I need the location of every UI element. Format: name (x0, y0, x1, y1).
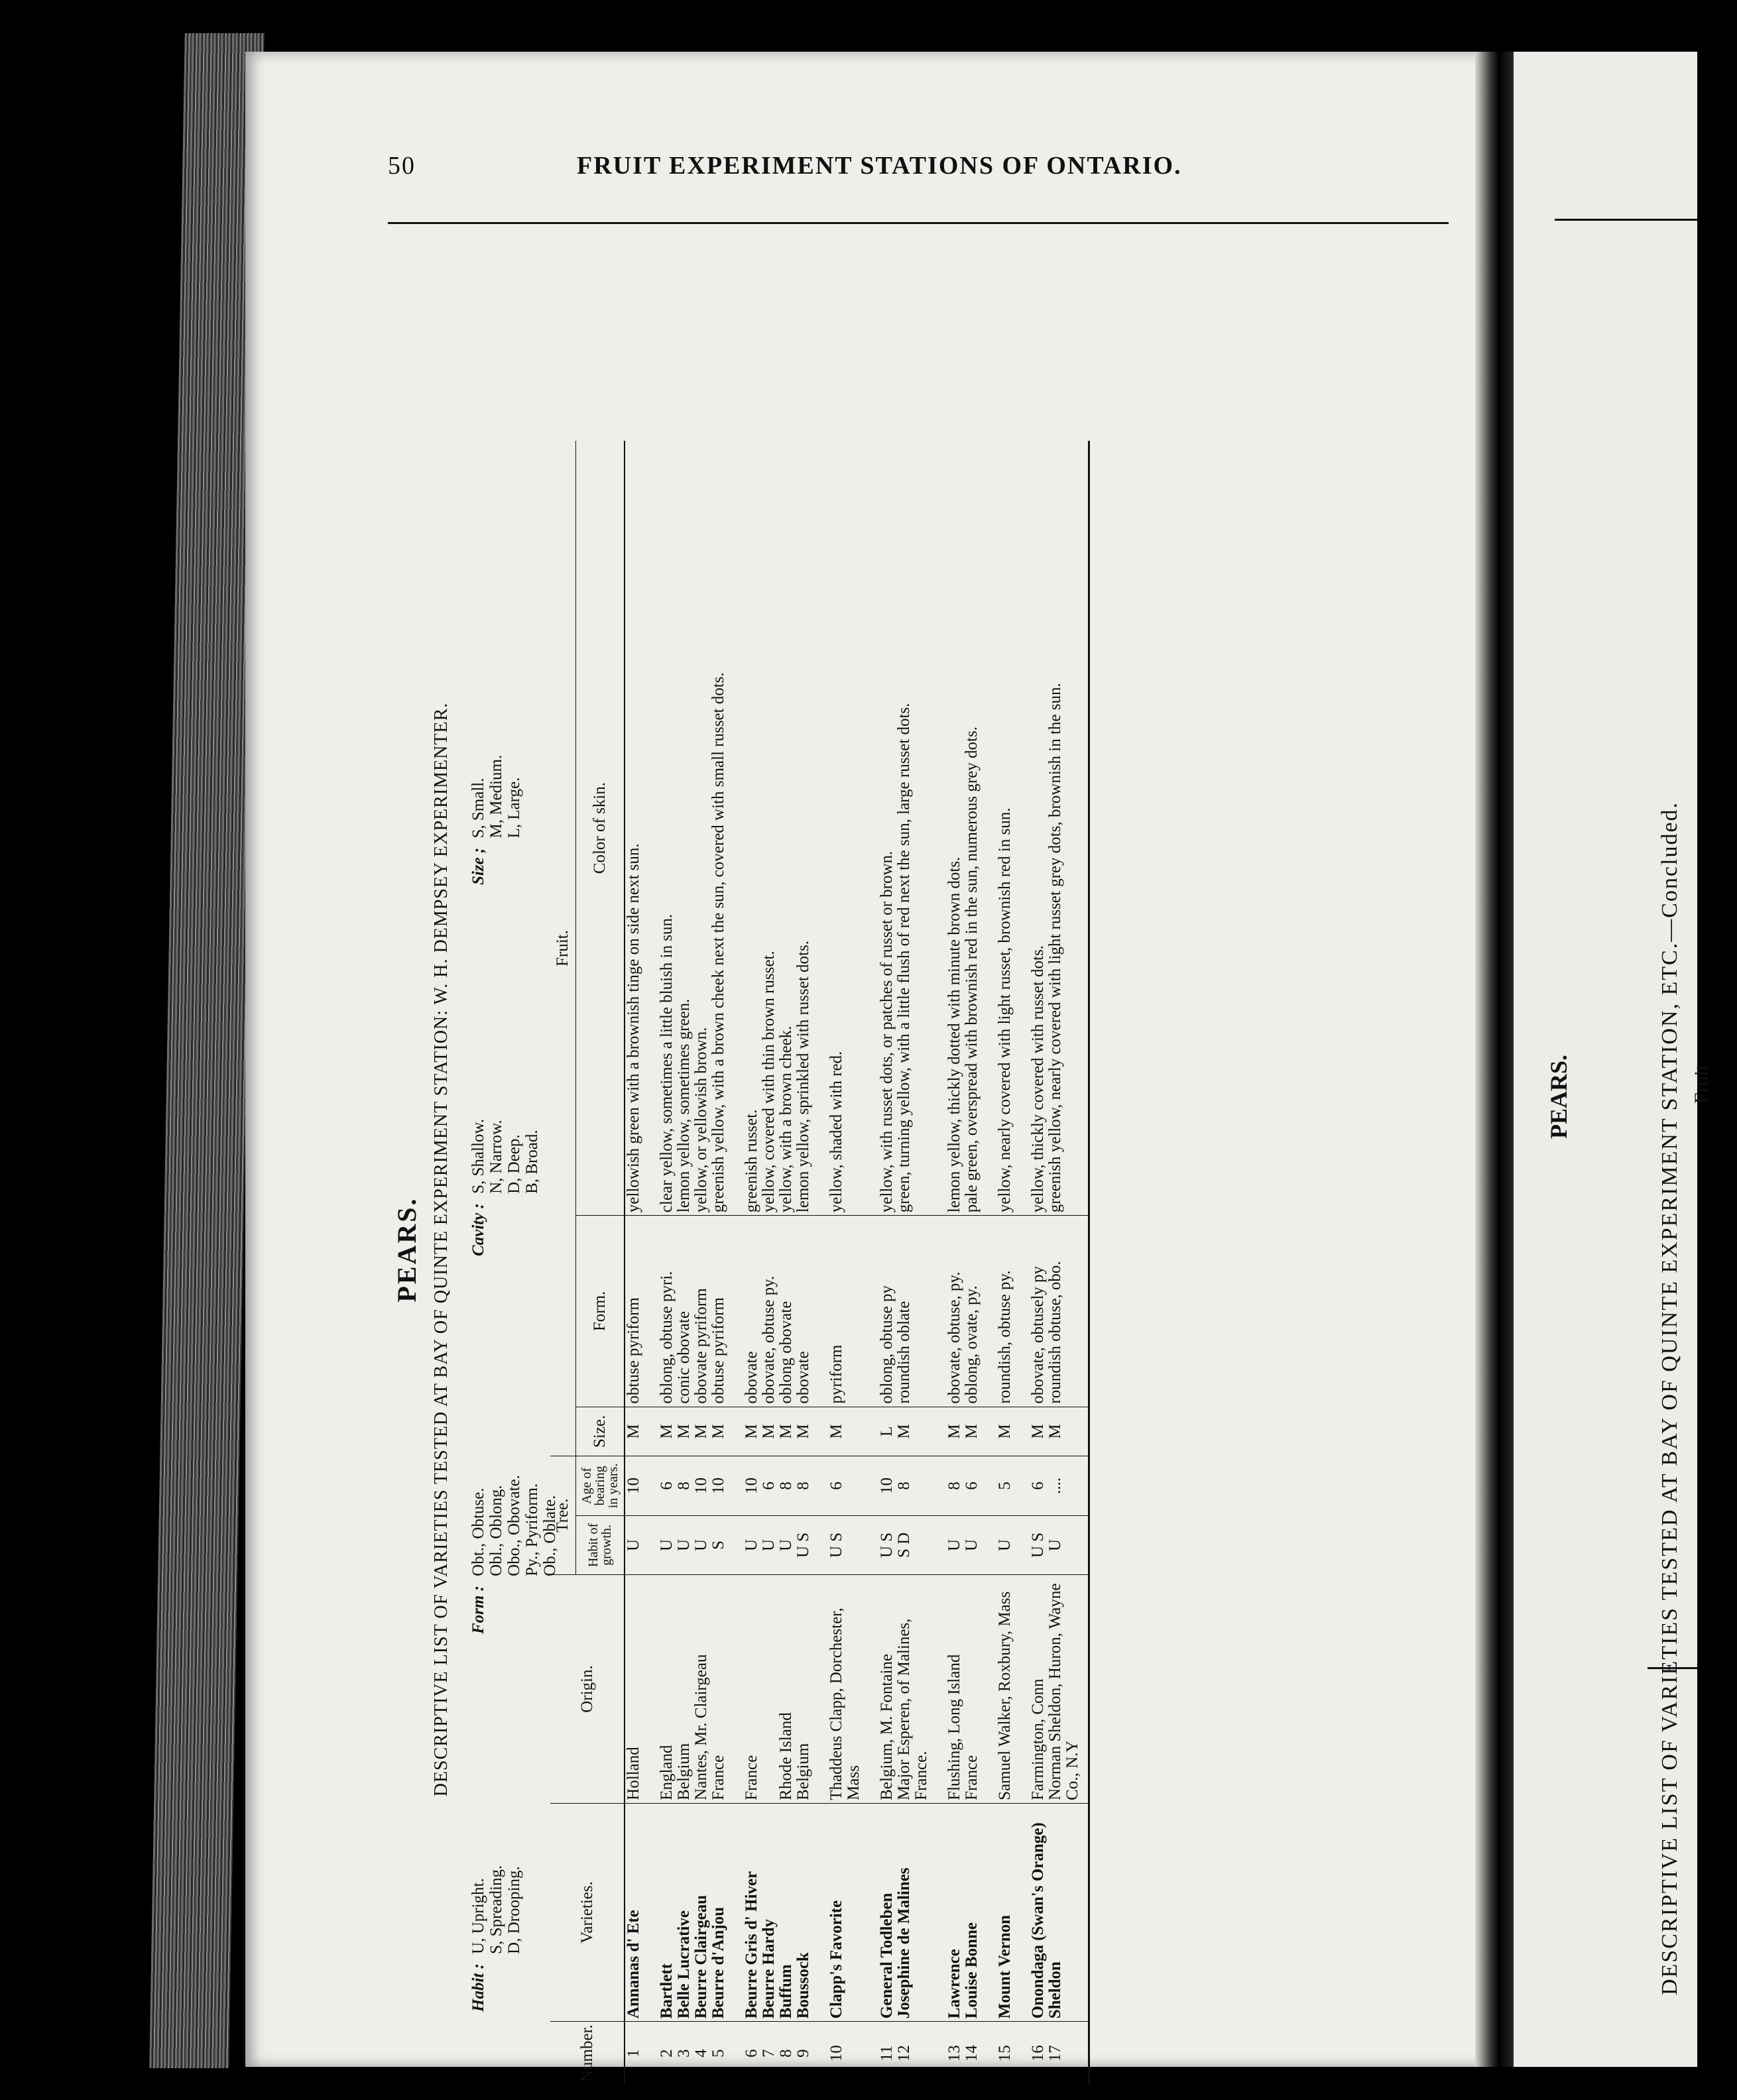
row-origin: Thaddeus Clapp, Dorchester, Mass (812, 1575, 863, 1804)
legend-form-line: Obo., Obovate. (505, 1475, 523, 1576)
row-color: yellow, covered with thin brown russet. (760, 951, 778, 1213)
row-color: greenish yellow, with a brown cheek next the sun, covered with small russet dots. (709, 672, 727, 1213)
row-size: M (710, 1407, 727, 1456)
row-color: yellow, with russet dots, or patches of russet or brown. (878, 850, 896, 1213)
legend-cavity-line: N, Narrow. (487, 1120, 505, 1194)
row-age: 6 (963, 1456, 981, 1515)
next-page-section-title: PEARS. (1545, 1054, 1572, 1139)
col-age: Age of bearing in years. (576, 1456, 625, 1515)
row-size: M (896, 1407, 930, 1456)
table-row (693, 441, 710, 2085)
row-color: yellowish green with a brownish tinge on side next sun. (625, 843, 642, 1213)
row-number: 17 (1047, 2022, 1089, 2085)
legend-size-line: S, Small. (469, 778, 487, 839)
table-row (930, 441, 963, 2085)
row-age: 6 (1014, 1456, 1047, 1515)
row-color: yellow, or yellowish brown. (692, 1027, 710, 1213)
col-fruit: Fruit. (550, 441, 576, 1456)
row-form: pyriform (812, 1216, 863, 1407)
row-number: 2 (642, 2022, 676, 2085)
col-number: Number. (550, 2022, 625, 2085)
varieties-table (550, 441, 1090, 2085)
row-size: M (625, 1407, 642, 1456)
table-row (760, 441, 778, 2085)
rotated-table-block (391, 414, 1445, 2085)
row-habit: S (710, 1515, 727, 1575)
row-form: oblong, obtuse py (863, 1216, 896, 1407)
row-size: M (795, 1407, 812, 1456)
row-age: 6 (642, 1456, 676, 1515)
col-varieties: Varieties. (550, 1803, 625, 2021)
row-habit: U (1047, 1515, 1089, 1575)
legend-habit-line: S, Spreading. (487, 1865, 505, 1954)
row-color: yellow, with a brown cheek. (777, 1025, 795, 1213)
row-color: clear yellow, sometimes a little bluish in sun. (658, 913, 676, 1213)
row-variety: Beurre Clairgeau (693, 1803, 710, 2021)
page-number: 50 (388, 152, 416, 180)
row-form: obovate, obtusely py (1014, 1216, 1047, 1407)
next-page-bottom-rule (1647, 1667, 1697, 1669)
row-origin: England (642, 1575, 676, 1804)
row-variety: Mount Vernon (981, 1803, 1014, 2021)
row-age: 6 (812, 1456, 863, 1515)
row-origin: Major Esperen, of Malines, France. (896, 1575, 930, 1804)
row-form: oblong obovate (778, 1216, 795, 1407)
col-habit: Habit of growth. (576, 1515, 625, 1575)
row-habit: U (760, 1515, 778, 1575)
row-number: 16 (1014, 2022, 1047, 2085)
row-form: conic obovate (676, 1216, 693, 1407)
legend-cavity-line: D, Deep. (505, 1134, 523, 1194)
row-size: M (778, 1407, 795, 1456)
row-form: obovate, obtuse, py. (930, 1216, 963, 1407)
row-number: 1 (625, 2022, 642, 2085)
row-age: 8 (930, 1456, 963, 1515)
row-form: roundish oblate (896, 1216, 930, 1407)
row-origin: Belgium, M. Fontaine (863, 1575, 896, 1804)
row-age: 8 (676, 1456, 693, 1515)
table-row (1047, 441, 1089, 2085)
row-color: greenish yellow, nearly covered with light russet grey dots, brownish in the sun. (1047, 441, 1089, 1216)
row-age: 10 (863, 1456, 896, 1515)
legend-habit: Habit : U, Upright. S, Spreading. D, Drooping. (469, 1865, 523, 2012)
table-row (795, 441, 812, 2085)
row-size: M (642, 1407, 676, 1456)
row-age: 10 (727, 1456, 760, 1515)
row-age: .... (1047, 1456, 1089, 1515)
legend-size-line: M, Medium. (487, 754, 505, 839)
row-age: 10 (625, 1456, 642, 1515)
row-age: 8 (896, 1456, 930, 1515)
row-size: M (981, 1407, 1014, 1456)
row-variety: Onondaga (Swan's Orange) (1014, 1803, 1047, 2021)
running-title: FRUIT EXPERIMENT STATIONS OF ONTARIO. (577, 152, 1182, 180)
legend-form-line: Obl., Oblong. (487, 1485, 505, 1576)
row-variety: General Todleben (863, 1803, 896, 2021)
row-variety: Belle Lucrative (676, 1803, 693, 2021)
row-form: obtuse pyriform (710, 1216, 727, 1407)
row-habit: U S (812, 1515, 863, 1575)
row-size: M (963, 1407, 981, 1456)
legend-habit-line: U, Upright. (469, 1878, 487, 1954)
legend-cavity-line: B, Broad. (523, 1130, 541, 1194)
table-row (963, 441, 981, 2085)
row-size: M (1047, 1407, 1089, 1456)
row-size: L (863, 1407, 896, 1456)
row-variety: Sheldon (1047, 1803, 1089, 2021)
row-color: greenish russet. (743, 1109, 760, 1213)
row-habit: U (963, 1515, 981, 1575)
row-variety: Josephine de Malines (896, 1803, 930, 2021)
row-habit: U S (863, 1515, 896, 1575)
col-origin: Origin. (550, 1575, 625, 1804)
row-origin: Belgium (795, 1575, 812, 1804)
row-form: obovate pyriform (693, 1216, 710, 1407)
row-size: M (812, 1407, 863, 1456)
header-rule (388, 222, 1449, 224)
row-variety: Louise Bonne (963, 1803, 981, 2021)
row-habit: S D (896, 1515, 930, 1575)
table-row (1014, 441, 1047, 2085)
row-habit: U S (795, 1515, 812, 1575)
row-habit: U (981, 1515, 1014, 1575)
row-origin: Samuel Walker, Roxbury, Mass (981, 1575, 1014, 1804)
table-row (812, 441, 863, 2085)
next-page-fruit-header: Fruit (1691, 1065, 1712, 1104)
row-size: M (760, 1407, 778, 1456)
row-variety: Annanas d' Ete (625, 1803, 642, 2021)
row-habit: U (778, 1515, 795, 1575)
row-origin: Norman Sheldon, Huron, Wayne Co., N.Y (1047, 1575, 1089, 1804)
legend-form: Form : Obt., Obtuse. Obl., Oblong. Obo., Obovate. Py., Pyriform. Ob., Oblate. (469, 1475, 559, 1634)
col-size: Size. (576, 1407, 625, 1456)
book-gutter (1475, 52, 1515, 2067)
row-variety: Beurre Hardy (760, 1803, 778, 2021)
row-color: lemon yellow, thickly dotted with minute brown dots. (945, 856, 963, 1213)
row-color: lemon yellow, sprinkled with russet dots. (794, 941, 812, 1213)
table-row (896, 441, 930, 2085)
row-color: yellow, thickly covered with russet dots. (1029, 945, 1047, 1213)
row-origin: Nantes, Mr. Clairgeau (693, 1575, 710, 1804)
row-variety: Beurre d'Anjou (710, 1803, 727, 2021)
col-color: Color of skin. (576, 441, 625, 1216)
row-color: lemon yellow, sometimes green. (675, 998, 693, 1213)
row-origin: Belgium (676, 1575, 693, 1804)
row-variety: Beurre Gris d' Hiver (727, 1803, 760, 2021)
row-size: M (676, 1407, 693, 1456)
legend-size-line: L, Large. (505, 777, 523, 839)
row-form: oblong, obtuse pyri. (642, 1216, 676, 1407)
row-color: pale green, overspread with brownish red in the sun, numerous grey dots. (963, 727, 981, 1213)
row-habit: U S (1014, 1515, 1047, 1575)
row-origin: France (727, 1575, 760, 1804)
row-size: M (727, 1407, 760, 1456)
row-origin: Holland (625, 1575, 642, 1804)
row-size: M (1014, 1407, 1047, 1456)
row-number: 7 (760, 2022, 778, 2085)
row-form: obovate (795, 1216, 812, 1407)
row-number: 4 (693, 2022, 710, 2085)
row-number: 14 (963, 2022, 981, 2085)
legend-form-line: Ob., Oblate. (541, 1495, 559, 1576)
row-number: 3 (676, 2022, 693, 2085)
next-page-rule (1555, 219, 1697, 221)
table-subtitle: DESCRIPTIVE LIST OF VARIETIES TESTED AT BAY OF QUINTE EXPERIMENT STATION: W. H. DEMPSEY EXPERIMENTER. (431, 702, 451, 1797)
table-row (625, 441, 642, 2085)
col-tree: Tree. (550, 1456, 576, 1575)
row-habit: U (642, 1515, 676, 1575)
table-row (710, 441, 727, 2085)
row-form: roundish, obtuse py. (981, 1216, 1014, 1407)
legend-form-line: Py., Pyriform. (523, 1483, 541, 1576)
legend-cavity-line: S, Shallow. (469, 1118, 487, 1194)
section-title: PEARS. (392, 1196, 422, 1303)
row-origin (760, 1575, 778, 1804)
row-number: 12 (896, 2022, 930, 2085)
row-variety: Boussock (795, 1803, 812, 2021)
row-habit: U (930, 1515, 963, 1575)
row-age: 10 (710, 1456, 727, 1515)
row-age: 5 (981, 1456, 1014, 1515)
row-form: obovate (727, 1216, 760, 1407)
row-number: 9 (795, 2022, 812, 2085)
row-size: M (930, 1407, 963, 1456)
row-age: 10 (693, 1456, 710, 1515)
row-color: green, turning yellow, with a little flush of red next the sun, large russet dots. (895, 703, 913, 1213)
legend-size: Size ; S, Small. M, Medium. L, Large. (469, 754, 523, 885)
table-row (863, 441, 896, 2085)
row-form: obtuse pyriform (625, 1216, 642, 1407)
table-row (676, 441, 693, 2085)
row-form: obovate, obtuse py. (760, 1216, 778, 1407)
row-origin: Farmington, Conn (1014, 1575, 1047, 1804)
legend-form-line: Obt., Obtuse. (469, 1488, 487, 1576)
row-number: 15 (981, 2022, 1014, 2085)
row-age: 8 (778, 1456, 795, 1515)
row-variety: Bartlett (642, 1803, 676, 2021)
row-origin: France (963, 1575, 981, 1804)
row-color: yellow, nearly covered with light russet, brownish red in sun. (996, 807, 1014, 1213)
row-color: yellow, shaded with red. (827, 1051, 845, 1213)
row-number: 6 (727, 2022, 760, 2085)
row-habit: U (693, 1515, 710, 1575)
row-number: 13 (930, 2022, 963, 2085)
row-variety: Buffum (778, 1803, 795, 2021)
row-variety: Lawrence (930, 1803, 963, 2021)
row-number: 10 (812, 2022, 863, 2085)
row-form: oblong, ovate, py. (963, 1216, 981, 1407)
row-number: 8 (778, 2022, 795, 2085)
table-row (642, 441, 676, 2085)
row-origin: France (710, 1575, 727, 1804)
legend-habit-line: D, Drooping. (505, 1866, 523, 1954)
table-row (727, 441, 760, 2085)
row-age: 8 (795, 1456, 812, 1515)
row-number: 11 (863, 2022, 896, 2085)
row-number: 5 (710, 2022, 727, 2085)
next-page-subtitle: DESCRIPTIVE LIST OF VARIETIES TESTED AT BAY OF QUINTE EXPERIMENT STATION, ETC.—Concluded. (1657, 801, 1682, 1995)
row-age: 6 (760, 1456, 778, 1515)
table-row (981, 441, 1014, 2085)
row-habit: U (625, 1515, 642, 1575)
row-habit: U (727, 1515, 760, 1575)
row-size: M (693, 1407, 710, 1456)
row-origin: Flushing, Long Island (930, 1575, 963, 1804)
row-variety: Clapp's Favorite (812, 1803, 863, 2021)
row-form: roundish obtuse, obo. (1047, 1216, 1089, 1407)
row-habit: U (676, 1515, 693, 1575)
legend-cavity: Cavity : S, Shallow. N, Narrow. D, Deep. B, Broad. (469, 1118, 541, 1256)
row-origin: Rhode Island (778, 1575, 795, 1804)
col-form: Form. (576, 1216, 625, 1407)
table-row (778, 441, 795, 2085)
